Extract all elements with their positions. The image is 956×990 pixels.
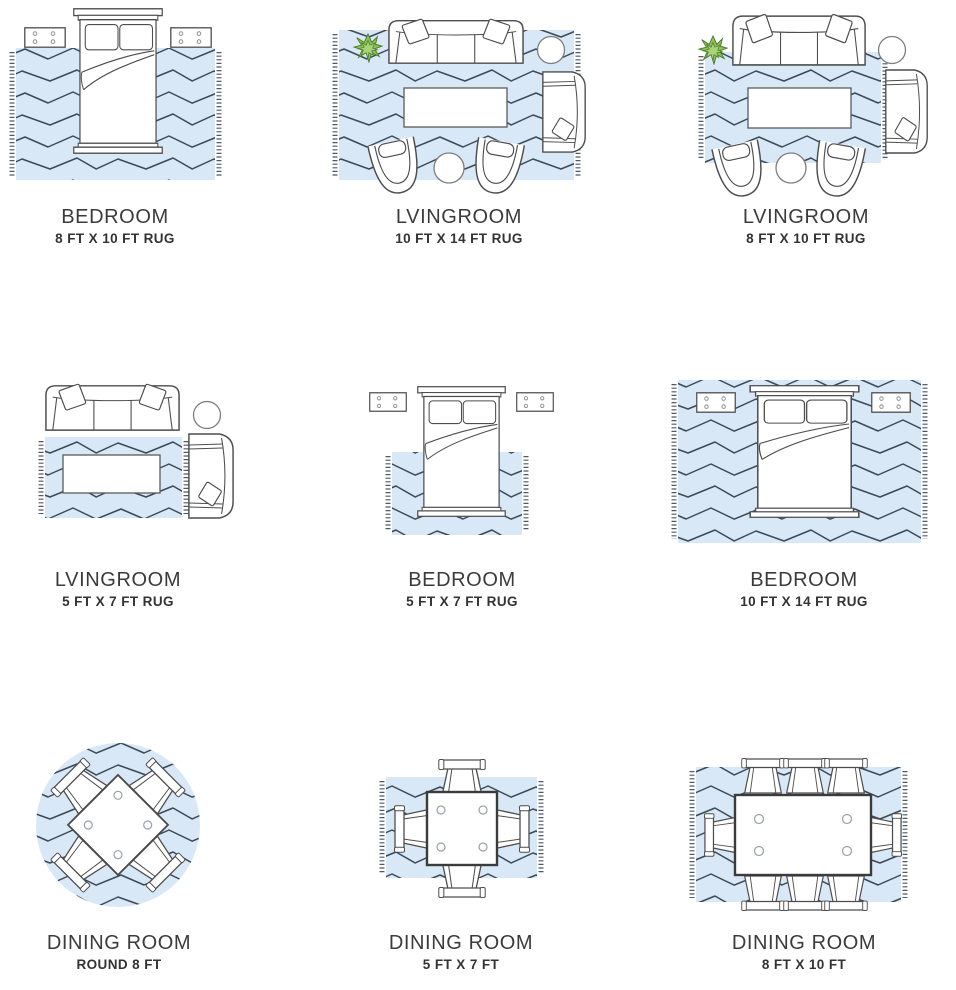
bed-icon xyxy=(750,386,859,518)
nightstand-icon xyxy=(872,393,910,412)
rug-size-label: 5 FT X 7 FT RUG xyxy=(406,594,518,609)
dining-8x10-illustration xyxy=(638,738,956,918)
bedroom-8x10-illustration xyxy=(0,0,318,200)
side-table-icon xyxy=(194,402,221,429)
nightstand-icon xyxy=(697,393,735,412)
bed-icon xyxy=(74,9,162,153)
bed-icon xyxy=(418,387,506,517)
room-label: LVINGROOM xyxy=(54,569,182,591)
side-table-icon xyxy=(879,37,906,64)
tile-bedroom-8x10 xyxy=(0,0,318,330)
tile-label xyxy=(55,569,181,610)
nightstand-icon xyxy=(517,393,554,411)
tile-label xyxy=(389,932,533,973)
dining-chair-icon xyxy=(395,806,432,852)
dining-table-icon xyxy=(735,795,871,875)
barrel-chair-icon xyxy=(811,140,866,199)
rug-size-label: 8 FT X 10 FT xyxy=(761,957,847,972)
room-label: DINING ROOM xyxy=(46,932,192,954)
nightstand-icon xyxy=(171,28,211,47)
bedroom-5x7-illustration xyxy=(319,372,637,547)
dining-chair-icon xyxy=(493,806,530,852)
coffee-table-icon xyxy=(748,88,851,128)
nightstand-icon xyxy=(370,393,407,411)
side-table-icon xyxy=(538,37,565,64)
bedroom-10x14-illustration xyxy=(638,372,956,547)
rug-size-label: 10 FT X 14 FT RUG xyxy=(740,594,868,609)
tile-livingroom-5x7 xyxy=(0,330,318,660)
tile-livingroom-8x10 xyxy=(638,0,956,330)
armchair-icon xyxy=(886,70,927,153)
nightstand-icon xyxy=(25,28,65,47)
tile-label xyxy=(406,569,518,610)
room-label: DINING ROOM xyxy=(388,932,534,954)
tile-bedroom-5x7 xyxy=(319,330,637,660)
barrel-chair-icon xyxy=(470,137,525,196)
tile-label xyxy=(395,206,523,247)
dining-chair-icon xyxy=(825,876,868,911)
rug-size-label: 5 FT X 7 FT RUG xyxy=(62,594,174,609)
tile-label xyxy=(47,932,191,973)
room-label: LVINGROOM xyxy=(742,206,870,228)
tile-label xyxy=(743,206,869,247)
coffee-table-icon xyxy=(404,88,507,127)
rug-size-label: 8 FT X 10 FT RUG xyxy=(55,231,175,246)
dining-chair-icon xyxy=(742,876,785,911)
livingroom-8x10-illustration xyxy=(638,0,956,200)
dining-chair-icon xyxy=(825,758,868,793)
dining-chair-icon xyxy=(784,758,827,793)
tile-dining-5x7 xyxy=(319,660,637,990)
dining-table-icon xyxy=(427,792,497,865)
dining-round-illustration xyxy=(0,738,318,918)
rug-size-label: 8 FT X 10 FT RUG xyxy=(746,231,866,246)
sofa-icon xyxy=(389,19,523,63)
tile-label xyxy=(732,932,876,973)
ottoman-icon xyxy=(776,153,806,183)
tile-dining-8x10 xyxy=(638,660,956,990)
tile-bedroom-10x14 xyxy=(638,330,956,660)
tile-dining-round-8 xyxy=(0,660,318,990)
tile-label xyxy=(740,569,868,610)
coffee-table-icon xyxy=(63,455,160,493)
livingroom-10x14-illustration xyxy=(319,0,637,200)
room-label: BEDROOM xyxy=(61,206,169,228)
rug-size-label: 5 FT X 7 FT xyxy=(422,957,500,972)
livingroom-5x7-illustration xyxy=(0,372,318,547)
room-label: BEDROOM xyxy=(750,569,858,591)
dining-chair-icon xyxy=(439,760,485,797)
dining-chair-icon xyxy=(742,758,785,793)
rug-size-label: ROUND 8 FT xyxy=(76,957,162,972)
sofa-icon xyxy=(46,384,179,430)
dining-chair-icon xyxy=(784,876,827,911)
ottoman-icon xyxy=(434,153,464,183)
barrel-chair-icon xyxy=(712,140,768,200)
barrel-chair-icon xyxy=(368,137,424,198)
sofa-icon xyxy=(733,14,865,65)
rug-size-label: 10 FT X 14 FT RUG xyxy=(395,231,523,246)
dining-5x7-illustration xyxy=(319,738,637,918)
tile-label xyxy=(55,206,175,247)
dining-chair-icon xyxy=(439,861,485,898)
room-label: BEDROOM xyxy=(408,569,516,591)
armchair-icon xyxy=(189,434,233,518)
tile-livingroom-10x14 xyxy=(319,0,637,330)
room-label: LVINGROOM xyxy=(395,206,523,228)
room-label: DINING ROOM xyxy=(731,932,877,954)
armchair-icon xyxy=(543,72,585,152)
